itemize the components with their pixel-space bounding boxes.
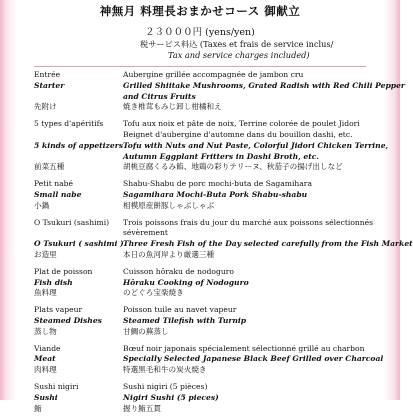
course-description-english: Grilled Shiitake Mushrooms, Grated Radish with Red Chili Pepper	[123, 80, 405, 90]
course-row-english	[34, 354, 384, 365]
course-description-japanese: 握り鮨五貫	[123, 403, 161, 413]
course-label-japanese: 前菜五種	[34, 162, 65, 172]
course-row-japanese	[34, 365, 374, 376]
course-price: ２３０００円 (yens/yen)	[145, 27, 255, 38]
course-label-english: O Tsukuri ( sashimi )	[34, 239, 124, 249]
course-label-french	[34, 228, 123, 239]
course-label-japanese: 肉料理	[34, 365, 57, 375]
course-label-french	[34, 130, 123, 141]
course-description-english: Sagamihara Mochi-Buta Pork Shabu-shabu	[123, 189, 308, 199]
course-description-french: Poisson tuile au navet vapeur	[123, 305, 237, 315]
course-row-japanese	[34, 404, 374, 415]
menu-title: 神無月 料理長おまかせコース 御献立	[99, 4, 301, 18]
course-description-japanese: 甘鯛の蕪蒸し	[123, 326, 169, 336]
course-description-french: Sushi nigiri (5 pièces)	[123, 381, 208, 391]
course-row-english	[34, 92, 374, 103]
course-row-french	[34, 130, 374, 141]
course-label-french: 5 types d'apéritifs	[34, 119, 104, 129]
course-row-french	[34, 267, 374, 278]
course-row-english	[34, 393, 374, 404]
course-label-english: Sushi	[34, 392, 58, 402]
course-item	[34, 70, 405, 113]
course-description-french: Shabu-Shabu de porc mochi-buta de Sagamihara	[123, 179, 312, 189]
course-description-japanese: 焼き椎茸もみじ卸し柑橘和え	[123, 102, 222, 112]
course-row-french	[34, 382, 374, 393]
course-label-french: Viande	[34, 343, 61, 353]
course-row-english	[34, 278, 374, 289]
course-item	[34, 343, 384, 376]
course-row-english	[34, 190, 374, 201]
course-item	[34, 305, 374, 337]
course-row-japanese	[34, 288, 374, 299]
course-row-french	[34, 218, 374, 229]
course-row-english	[34, 239, 413, 250]
course-item	[34, 382, 374, 414]
course-description-english: and Citrus Fruits	[123, 91, 196, 101]
course-item	[34, 119, 389, 173]
tax-note-line2: Tax and service charges included)	[168, 50, 310, 60]
course-description-japanese: のどぐろ宝楽焼き	[123, 288, 184, 298]
course-row-french	[34, 119, 374, 130]
course-item	[34, 217, 413, 261]
course-description-english: Steamed Tilefish with Turnip	[123, 315, 247, 325]
course-description-french: sévèrement	[123, 228, 168, 238]
course-label-french: Sushi nigiri	[34, 381, 79, 391]
course-row-japanese	[34, 327, 374, 338]
menu-list	[34, 70, 413, 420]
course-label-english: Small nabe	[34, 189, 82, 199]
course-label-french: Petit nabé	[34, 179, 73, 189]
course-description-english: Specially Selected Japanese Black Beef Grilled over Charcoal	[123, 354, 384, 364]
course-item	[34, 267, 374, 299]
course-label-french: Plats vapeur	[34, 305, 83, 315]
course-label-english: Meat	[34, 354, 56, 364]
course-label-japanese: 鮨	[34, 403, 42, 413]
course-label-french: O Tsukuri (sashimi)	[34, 217, 110, 227]
course-description-french: Trois poissons frais du jour du marché aux poissons sélectionnés	[123, 217, 374, 227]
course-description-french: Aubergine grillée accompagnée de jambon cru	[123, 70, 304, 79]
course-description-french: Beignet d'aubergine d'automne dans du bouillon dashi, etc.	[123, 129, 353, 139]
header-divider	[34, 66, 366, 67]
course-row-french	[34, 305, 374, 316]
course-row-french	[34, 70, 374, 81]
course-row-japanese	[34, 250, 374, 261]
course-description-english: Nigiri Sushi (5 pieces)	[123, 392, 219, 402]
course-description-french: Bœuf noir japonais spécialement sélectionné grillé au charbon	[123, 343, 365, 353]
course-row-japanese	[34, 102, 374, 113]
course-label-english: Fish dish	[34, 277, 73, 287]
course-label-japanese: 魚料理	[34, 288, 57, 298]
course-description-japanese: 相模原産餅豚しゃぶしゃぶ	[123, 200, 215, 210]
course-label-french: Entrée	[34, 70, 61, 79]
course-row-japanese	[34, 162, 374, 173]
course-description-french: Tofu aux noix et pâte de noix, Terrine colorée de poulet Jidori	[123, 119, 360, 129]
course-label-english: Starter	[34, 80, 65, 90]
course-description-japanese: 本日の魚河岸より厳選三種	[123, 249, 215, 259]
course-row-english	[34, 140, 389, 152]
course-row-japanese	[34, 201, 374, 212]
course-item	[34, 179, 374, 211]
course-description-english: Tofu with Nuts and Nut Paste, Colorful Jidori Chicken Terrine,	[123, 140, 389, 150]
course-row-english	[34, 80, 405, 92]
course-label-japanese: 蒸し物	[34, 326, 57, 336]
course-description-english: Hôraku Cooking of Nodoguro	[123, 277, 249, 287]
course-description-english: Three Fresh Fish of the Day selected carefully from the Fish Market	[123, 239, 413, 249]
course-description-japanese: 胡桃豆腐くるみ餡、地鶏の彩りテリーヌ、秋茄子の揚げ出しなど	[123, 162, 343, 172]
course-label-english: Steamed Dishes	[34, 315, 102, 325]
course-row-french	[34, 344, 374, 355]
tax-note-line1: 税サービス料込 (Taxes et frais de service inclus/	[140, 39, 334, 49]
course-label-japanese: 小鍋	[34, 200, 50, 210]
course-label-english	[34, 92, 123, 103]
course-description-japanese: 特選黒毛和牛の炭火焼き	[123, 365, 207, 375]
course-description-english: Autumn Eggplant Fritters in Dashi Broth, etc.	[123, 151, 320, 161]
course-row-french	[34, 179, 374, 190]
course-label-japanese: お造里	[34, 249, 57, 259]
course-label-french: Plat de poisson	[34, 266, 93, 276]
course-description-french: Cuisson hôraku de nodoguro	[123, 266, 234, 276]
course-row-english	[34, 316, 374, 327]
course-row-french	[34, 228, 374, 239]
course-row-english	[34, 152, 374, 163]
course-label-japanese: 先附け	[34, 102, 57, 112]
tax-note	[140, 39, 390, 61]
course-label-english: 5 kinds of appetizers	[34, 140, 123, 150]
course-label-english	[34, 152, 123, 163]
